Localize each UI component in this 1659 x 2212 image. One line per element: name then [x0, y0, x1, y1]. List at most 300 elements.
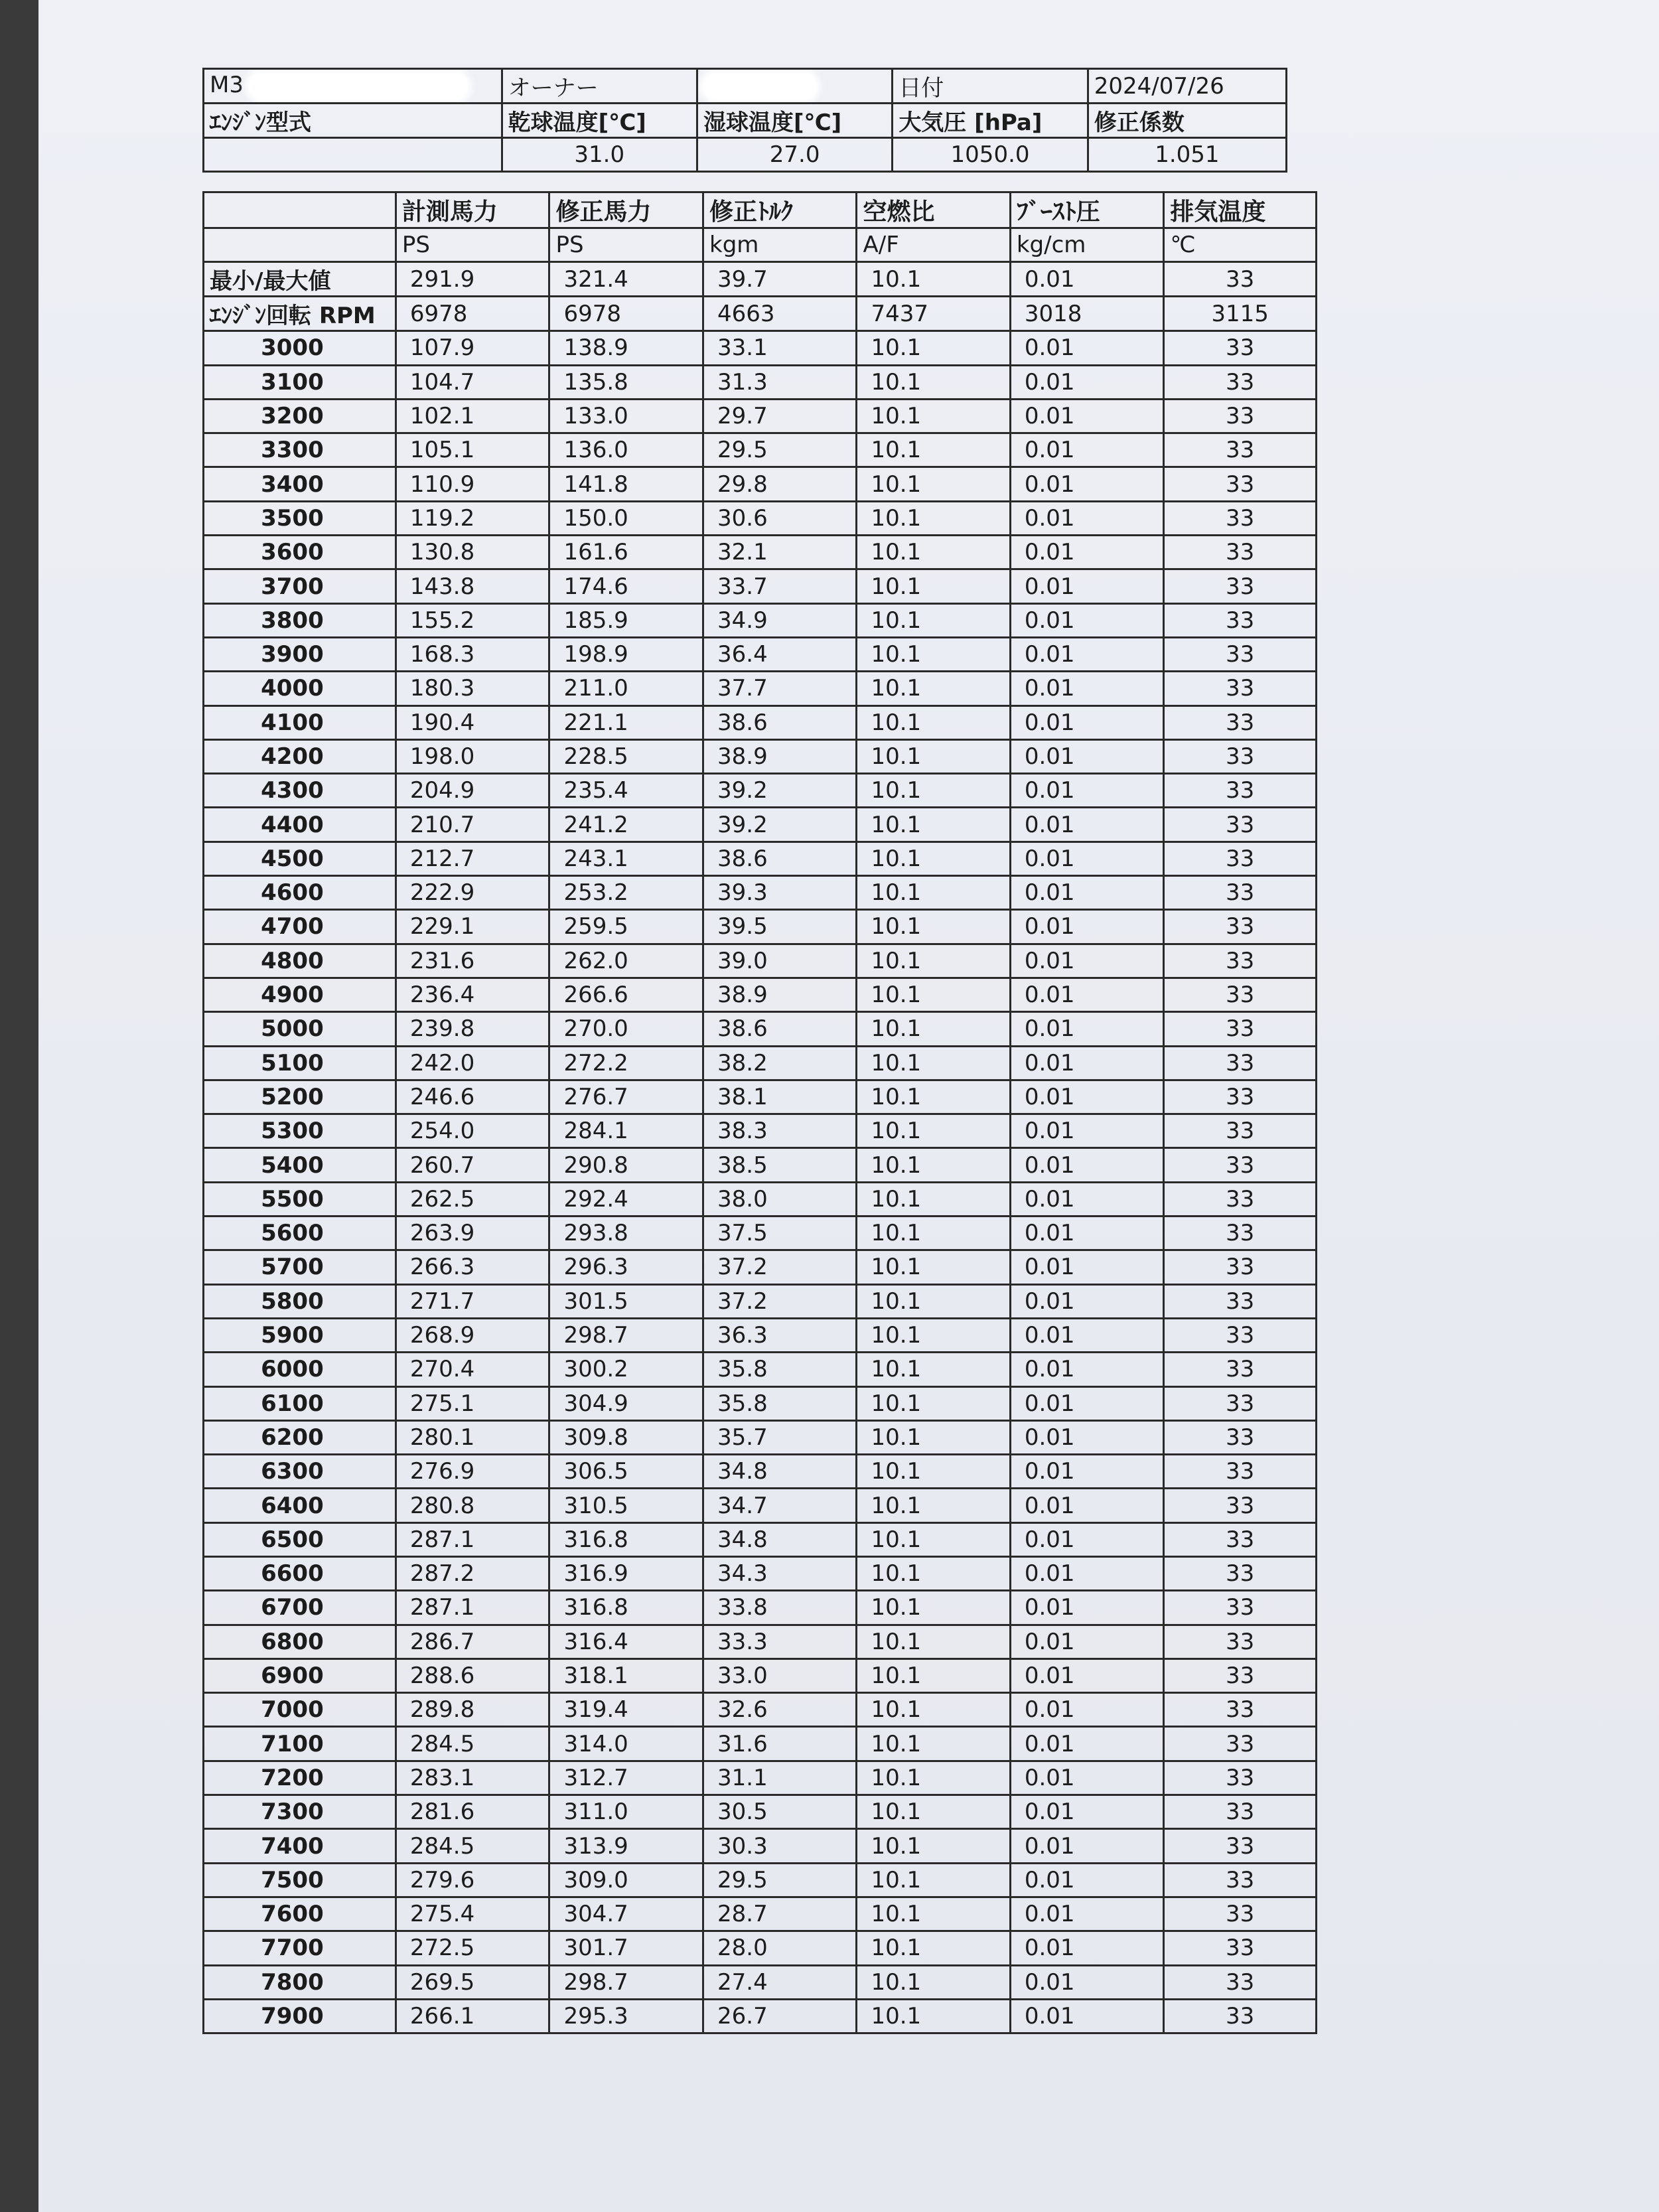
data-cell: 0.01 — [1010, 1522, 1163, 1556]
data-cell: 138.9 — [549, 331, 703, 365]
unit-corrected-torque: kgm — [703, 228, 857, 262]
summary-label: 最小/最大値 — [204, 262, 396, 297]
data-cell: 35.8 — [703, 1386, 857, 1420]
data-cell: 33 — [1164, 1080, 1317, 1114]
data-cell: 0.01 — [1010, 705, 1163, 739]
data-cell: 0.01 — [1010, 1386, 1163, 1420]
summary-cell: 6978 — [549, 297, 703, 331]
data-cell: 281.6 — [396, 1795, 549, 1829]
data-cell: 33 — [1164, 1761, 1317, 1795]
data-cell: 10.1 — [857, 876, 1010, 910]
redacted-owner — [703, 72, 816, 100]
data-cell: 33 — [1164, 433, 1317, 467]
data-cell: 0.01 — [1010, 399, 1163, 433]
data-cell: 271.7 — [396, 1284, 549, 1318]
data-cell: 28.7 — [703, 1897, 857, 1931]
data-cell: 33 — [1164, 944, 1317, 978]
data-cell: 0.01 — [1010, 1046, 1163, 1080]
data-cell: 102.1 — [396, 399, 549, 433]
data-cell: 10.1 — [857, 1625, 1010, 1659]
engine-type-label: ｴﾝｼﾞﾝ型式 — [204, 104, 502, 138]
rpm-cell: 3400 — [204, 467, 396, 501]
data-cell: 221.1 — [549, 705, 703, 739]
data-cell: 38.2 — [703, 1046, 857, 1080]
data-cell: 33 — [1164, 1046, 1317, 1080]
dry-temp-label: 乾球温度[℃] — [502, 104, 697, 138]
data-cell: 34.3 — [703, 1556, 857, 1590]
data-cell: 309.8 — [549, 1420, 703, 1454]
data-cell: 235.4 — [549, 774, 703, 808]
table-row — [204, 1284, 1317, 1318]
date-label: 日付 — [893, 69, 1088, 104]
data-cell: 32.1 — [703, 536, 857, 569]
data-cell: 10.1 — [857, 1829, 1010, 1863]
data-cell: 155.2 — [396, 603, 549, 637]
data-cell: 292.4 — [549, 1182, 703, 1216]
data-cell: 34.7 — [703, 1489, 857, 1522]
data-cell: 33 — [1164, 1522, 1317, 1556]
data-cell: 263.9 — [396, 1217, 549, 1250]
data-cell: 10.1 — [857, 1455, 1010, 1489]
data-cell: 0.01 — [1010, 1012, 1163, 1046]
rpm-cell: 3200 — [204, 399, 396, 433]
summary-cell: 4663 — [703, 297, 857, 331]
rpm-cell: 5400 — [204, 1148, 396, 1182]
rpm-cell: 6100 — [204, 1386, 396, 1420]
table-row — [204, 910, 1317, 944]
rpm-cell: 3800 — [204, 603, 396, 637]
data-cell: 316.9 — [549, 1556, 703, 1590]
data-cell: 287.1 — [396, 1591, 549, 1625]
data-cell: 29.5 — [703, 433, 857, 467]
data-cell: 33 — [1164, 467, 1317, 501]
data-cell: 119.2 — [396, 501, 549, 535]
data-cell: 10.1 — [857, 1795, 1010, 1829]
data-cell: 10.1 — [857, 1693, 1010, 1727]
data-cell: 10.1 — [857, 1556, 1010, 1590]
data-cell: 38.3 — [703, 1114, 857, 1148]
table-row — [204, 1625, 1317, 1659]
data-cell: 304.7 — [549, 1897, 703, 1931]
data-cell: 29.5 — [703, 1863, 857, 1897]
rpm-cell: 4400 — [204, 808, 396, 842]
table-row — [204, 739, 1317, 773]
col-header-boost: ﾌﾞｰｽﾄ圧 — [1010, 192, 1163, 228]
data-cell: 287.2 — [396, 1556, 549, 1590]
data-cell: 10.1 — [857, 1080, 1010, 1114]
data-cell: 10.1 — [857, 1522, 1010, 1556]
data-cell: 10.1 — [857, 1420, 1010, 1454]
data-cell: 10.1 — [857, 1727, 1010, 1761]
rpm-cell: 5300 — [204, 1114, 396, 1148]
pressure-label: 大気圧 [hPa] — [893, 104, 1088, 138]
unit-boost: kg/cm — [1010, 228, 1163, 262]
data-cell: 39.5 — [703, 910, 857, 944]
data-cell: 222.9 — [396, 876, 549, 910]
data-cell: 37.5 — [703, 1217, 857, 1250]
data-cell: 0.01 — [1010, 876, 1163, 910]
data-cell: 198.0 — [396, 739, 549, 773]
rpm-cell: 7500 — [204, 1863, 396, 1897]
data-cell: 10.1 — [857, 808, 1010, 842]
rpm-cell: 7000 — [204, 1693, 396, 1727]
data-cell: 133.0 — [549, 399, 703, 433]
wet-temp-value: 27.0 — [697, 138, 892, 172]
data-cell: 0.01 — [1010, 536, 1163, 569]
rpm-cell: 5700 — [204, 1250, 396, 1284]
rpm-cell: 3300 — [204, 433, 396, 467]
rpm-cell: 3500 — [204, 501, 396, 535]
data-cell: 231.6 — [396, 944, 549, 978]
data-cell: 174.6 — [549, 569, 703, 603]
data-cell: 10.1 — [857, 1250, 1010, 1284]
data-cell: 319.4 — [549, 1693, 703, 1727]
data-cell: 301.5 — [549, 1284, 703, 1318]
rpm-cell: 6900 — [204, 1659, 396, 1692]
data-cell: 10.1 — [857, 1114, 1010, 1148]
data-cell: 0.01 — [1010, 1829, 1163, 1863]
rpm-cell: 4300 — [204, 774, 396, 808]
data-cell: 10.1 — [857, 1046, 1010, 1080]
data-cell: 314.0 — [549, 1727, 703, 1761]
table-row — [204, 569, 1317, 603]
data-cell: 33 — [1164, 739, 1317, 773]
data-cell: 33 — [1164, 637, 1317, 671]
data-cell: 10.1 — [857, 1999, 1010, 2033]
table-row — [204, 705, 1317, 739]
data-cell: 311.0 — [549, 1795, 703, 1829]
data-cell: 0.01 — [1010, 978, 1163, 1011]
data-cell: 33 — [1164, 1897, 1317, 1931]
data-cell: 135.8 — [549, 365, 703, 399]
data-cell: 10.1 — [857, 944, 1010, 978]
table-row — [204, 1080, 1317, 1114]
data-cell: 36.4 — [703, 637, 857, 671]
table-row — [204, 1250, 1317, 1284]
rpm-cell: 3900 — [204, 637, 396, 671]
table-row — [204, 1386, 1317, 1420]
data-cell: 260.7 — [396, 1148, 549, 1182]
data-cell: 0.01 — [1010, 1693, 1163, 1727]
data-cell: 0.01 — [1010, 808, 1163, 842]
data-cell: 318.1 — [549, 1659, 703, 1692]
data-cell: 0.01 — [1010, 1455, 1163, 1489]
table-row — [204, 672, 1317, 705]
rpm-cell: 5100 — [204, 1046, 396, 1080]
data-cell: 0.01 — [1010, 1625, 1163, 1659]
data-cell: 286.7 — [396, 1625, 549, 1659]
table-row — [204, 1489, 1317, 1522]
data-cell: 35.7 — [703, 1420, 857, 1454]
data-cell: 10.1 — [857, 1659, 1010, 1692]
model-value: M3 — [210, 72, 244, 99]
table-row — [204, 1897, 1317, 1931]
data-cell: 290.8 — [549, 1148, 703, 1182]
rpm-cell: 6000 — [204, 1353, 396, 1386]
data-cell: 254.0 — [396, 1114, 549, 1148]
data-cell: 33 — [1164, 1591, 1317, 1625]
data-cell: 10.1 — [857, 672, 1010, 705]
data-cell: 10.1 — [857, 1182, 1010, 1216]
rpm-cell: 4700 — [204, 910, 396, 944]
data-cell: 37.7 — [703, 672, 857, 705]
data-cell: 36.3 — [703, 1318, 857, 1352]
summary-cell: 7437 — [857, 297, 1010, 331]
data-cell: 10.1 — [857, 501, 1010, 535]
rpm-cell: 6600 — [204, 1556, 396, 1590]
data-cell: 198.9 — [549, 637, 703, 671]
data-cell: 10.1 — [857, 1386, 1010, 1420]
table-row — [204, 774, 1317, 808]
data-cell: 0.01 — [1010, 637, 1163, 671]
data-cell: 211.0 — [549, 672, 703, 705]
data-cell: 0.01 — [1010, 1556, 1163, 1590]
data-cell: 0.01 — [1010, 1217, 1163, 1250]
table-row — [204, 365, 1317, 399]
rpm-cell: 5900 — [204, 1318, 396, 1352]
data-cell: 243.1 — [549, 842, 703, 875]
data-cell: 10.1 — [857, 569, 1010, 603]
data-cell: 33 — [1164, 365, 1317, 399]
data-cell: 34.8 — [703, 1522, 857, 1556]
data-cell: 33 — [1164, 876, 1317, 910]
data-cell: 33 — [1164, 501, 1317, 535]
data-cell: 161.6 — [549, 536, 703, 569]
data-cell: 141.8 — [549, 467, 703, 501]
table-row — [204, 944, 1317, 978]
dyno-data-table — [202, 191, 1317, 2034]
data-cell: 0.01 — [1010, 1148, 1163, 1182]
rpm-cell: 4200 — [204, 739, 396, 773]
col-header-exhaust-temp: 排気温度 — [1164, 192, 1317, 228]
data-cell: 33 — [1164, 1931, 1317, 1965]
data-cell: 289.8 — [396, 1693, 549, 1727]
data-cell: 39.0 — [703, 944, 857, 978]
data-cell: 10.1 — [857, 467, 1010, 501]
summary-cell: 3018 — [1010, 297, 1163, 331]
unit-measured-power: PS — [396, 228, 549, 262]
data-cell: 284.5 — [396, 1829, 549, 1863]
rpm-cell: 5200 — [204, 1080, 396, 1114]
data-cell: 33 — [1164, 1455, 1317, 1489]
rpm-cell: 5500 — [204, 1182, 396, 1216]
data-cell: 293.8 — [549, 1217, 703, 1250]
data-cell: 10.1 — [857, 1965, 1010, 1999]
table-row — [204, 637, 1317, 671]
data-cell: 38.6 — [703, 842, 857, 875]
data-cell: 33.0 — [703, 1659, 857, 1692]
rpm-cell: 4500 — [204, 842, 396, 875]
data-cell: 32.6 — [703, 1693, 857, 1727]
table-row — [204, 1420, 1317, 1454]
summary-cell: 6978 — [396, 297, 549, 331]
data-cell: 246.6 — [396, 1080, 549, 1114]
data-cell: 0.01 — [1010, 1284, 1163, 1318]
table-row — [204, 603, 1317, 637]
correction-label: 修正係数 — [1088, 104, 1286, 138]
data-cell: 33.8 — [703, 1591, 857, 1625]
data-cell: 10.1 — [857, 603, 1010, 637]
data-cell: 33 — [1164, 1965, 1317, 1999]
data-cell: 10.1 — [857, 978, 1010, 1011]
table-row — [204, 1114, 1317, 1148]
header-table — [202, 68, 1287, 173]
summary-cell: 291.9 — [396, 262, 549, 297]
table-row — [204, 331, 1317, 365]
data-cell: 0.01 — [1010, 1420, 1163, 1454]
data-cell: 33 — [1164, 1829, 1317, 1863]
data-cell: 30.3 — [703, 1829, 857, 1863]
data-cell: 29.8 — [703, 467, 857, 501]
rpm-cell: 3100 — [204, 365, 396, 399]
data-cell: 316.4 — [549, 1625, 703, 1659]
data-cell: 10.1 — [857, 1897, 1010, 1931]
rpm-cell: 5600 — [204, 1217, 396, 1250]
data-cell: 38.6 — [703, 1012, 857, 1046]
data-cell: 33.1 — [703, 331, 857, 365]
data-cell: 0.01 — [1010, 1114, 1163, 1148]
rpm-cell: 6700 — [204, 1591, 396, 1625]
data-cell: 33 — [1164, 1182, 1317, 1216]
data-cell: 253.2 — [549, 876, 703, 910]
data-cell: 29.7 — [703, 399, 857, 433]
data-cell: 10.1 — [857, 1931, 1010, 1965]
rpm-cell: 4100 — [204, 705, 396, 739]
data-cell: 241.2 — [549, 808, 703, 842]
data-cell: 33 — [1164, 569, 1317, 603]
dry-temp-value: 31.0 — [502, 138, 697, 172]
data-cell: 0.01 — [1010, 433, 1163, 467]
data-cell: 287.1 — [396, 1522, 549, 1556]
data-cell: 30.5 — [703, 1795, 857, 1829]
rpm-cell: 7100 — [204, 1727, 396, 1761]
data-cell: 10.1 — [857, 910, 1010, 944]
table-row — [204, 1761, 1317, 1795]
data-cell: 31.1 — [703, 1761, 857, 1795]
data-cell: 0.01 — [1010, 1795, 1163, 1829]
table-row — [204, 467, 1317, 501]
redacted-model-detail — [249, 72, 468, 100]
data-cell: 33 — [1164, 1863, 1317, 1897]
data-cell: 298.7 — [549, 1965, 703, 1999]
data-cell: 288.6 — [396, 1659, 549, 1692]
correction-value: 1.051 — [1088, 138, 1286, 172]
data-cell: 0.01 — [1010, 842, 1163, 875]
table-row — [204, 1556, 1317, 1590]
data-cell: 34.9 — [703, 603, 857, 637]
data-cell: 236.4 — [396, 978, 549, 1011]
data-cell: 33 — [1164, 1659, 1317, 1692]
data-cell: 259.5 — [549, 910, 703, 944]
data-cell: 10.1 — [857, 1353, 1010, 1386]
data-cell: 38.9 — [703, 978, 857, 1011]
table-row — [204, 1693, 1317, 1727]
data-cell: 37.2 — [703, 1250, 857, 1284]
rpm-cell: 7400 — [204, 1829, 396, 1863]
data-cell: 33 — [1164, 1250, 1317, 1284]
data-cell: 33 — [1164, 705, 1317, 739]
data-cell: 239.8 — [396, 1012, 549, 1046]
data-cell: 28.0 — [703, 1931, 857, 1965]
rpm-cell: 4600 — [204, 876, 396, 910]
data-cell: 313.9 — [549, 1829, 703, 1863]
owner-value-cell — [697, 69, 892, 104]
data-cell: 0.01 — [1010, 1897, 1163, 1931]
table-row — [204, 1659, 1317, 1692]
data-cell: 10.1 — [857, 365, 1010, 399]
data-cell: 180.3 — [396, 672, 549, 705]
data-cell: 0.01 — [1010, 1965, 1163, 1999]
data-cell: 212.7 — [396, 842, 549, 875]
rpm-cell: 6500 — [204, 1522, 396, 1556]
data-cell: 34.8 — [703, 1455, 857, 1489]
data-cell: 31.6 — [703, 1727, 857, 1761]
data-cell: 33 — [1164, 536, 1317, 569]
table-row — [204, 1148, 1317, 1182]
data-cell: 10.1 — [857, 637, 1010, 671]
table-row — [204, 876, 1317, 910]
data-cell: 130.8 — [396, 536, 549, 569]
table-row — [204, 1829, 1317, 1863]
data-cell: 0.01 — [1010, 467, 1163, 501]
rpm-cell: 6300 — [204, 1455, 396, 1489]
rpm-cell: 7200 — [204, 1761, 396, 1795]
data-cell: 31.3 — [703, 365, 857, 399]
data-cell: 304.9 — [549, 1386, 703, 1420]
data-cell: 242.0 — [396, 1046, 549, 1080]
data-cell: 270.0 — [549, 1012, 703, 1046]
data-cell: 33 — [1164, 1318, 1317, 1352]
corner-cell — [204, 192, 396, 228]
data-cell: 0.01 — [1010, 569, 1163, 603]
data-cell: 279.6 — [396, 1863, 549, 1897]
unit-corner-cell — [204, 228, 396, 262]
data-cell: 33 — [1164, 842, 1317, 875]
data-cell: 33 — [1164, 1556, 1317, 1590]
data-cell: 10.1 — [857, 399, 1010, 433]
rpm-cell: 7700 — [204, 1931, 396, 1965]
data-cell: 10.1 — [857, 1591, 1010, 1625]
table-row — [204, 1999, 1317, 2033]
data-cell: 10.1 — [857, 739, 1010, 773]
data-cell: 10.1 — [857, 1489, 1010, 1522]
data-cell: 262.5 — [396, 1182, 549, 1216]
table-row — [204, 1795, 1317, 1829]
data-cell: 301.7 — [549, 1931, 703, 1965]
data-cell: 33 — [1164, 603, 1317, 637]
rpm-cell: 4900 — [204, 978, 396, 1011]
data-cell: 266.1 — [396, 1999, 549, 2033]
data-cell: 283.1 — [396, 1761, 549, 1795]
rpm-cell: 3700 — [204, 569, 396, 603]
data-cell: 316.8 — [549, 1591, 703, 1625]
data-cell: 10.1 — [857, 1284, 1010, 1318]
rpm-cell: 5800 — [204, 1284, 396, 1318]
header-row-2 — [204, 104, 1287, 138]
data-cell: 10.1 — [857, 1863, 1010, 1897]
wet-temp-label: 湿球温度[℃] — [697, 104, 892, 138]
data-cell: 268.9 — [396, 1318, 549, 1352]
data-cell: 284.5 — [396, 1727, 549, 1761]
data-cell: 33 — [1164, 808, 1317, 842]
data-cell: 33 — [1164, 1148, 1317, 1182]
data-cell: 0.01 — [1010, 603, 1163, 637]
data-cell: 168.3 — [396, 637, 549, 671]
unit-exhaust-temp: ℃ — [1164, 228, 1317, 262]
table-row — [204, 1863, 1317, 1897]
data-cell: 0.01 — [1010, 1863, 1163, 1897]
data-cell: 26.7 — [703, 1999, 857, 2033]
